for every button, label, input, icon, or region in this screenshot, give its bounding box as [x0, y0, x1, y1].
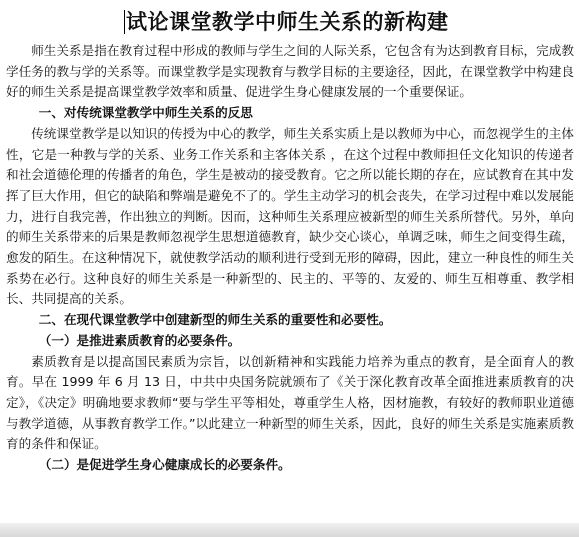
- subheading-1: （一）是推进素质教育的必要条件。: [38, 332, 241, 348]
- heading-section-2: 二、在现代课堂教学中创建新型的师生关系的重要性和必要性。: [38, 312, 392, 328]
- text-cursor: [124, 10, 125, 34]
- paragraph-traditional: 传统课堂教学是以知识的传授为中心的教学，师生关系实质上是以教师为中心，而忽视学生的主体性，它是一种教与学的关系、业务工作关系和主客体关系 ，在这个过程中教师担任文化知识的传递者和社会道德伦理的传播者的角色，学生是被动的接受教育。它之所以能长期的存在，应试教育在其中发挥了巨大作用，但它的缺陷和弊端是避免不了的。学生主动学习的机会丧失，在学习过程中难以发展能力，进行自我完善，作出独立的判断。因而，这种师生关系理应被新型的师生关系所替代。另外，单向的师生关系带来的后果是教师忽视学生思想道德教育，缺少交心谈心，单调乏味，师生之间变得生疏，愈发的陌生。在这种情况下，就使教学活动的顺利进行受到无形的障碍，因此，建立一种良性的师生关系势在必行。这种良好的师生关系是一种新型的、民主的、平等的、友爱的、师生互相尊重、教学相长、共同提高的关系。: [6, 125, 574, 307]
- subheading-2: （二）是促进学生身心健康成长的必要条件。: [38, 457, 291, 473]
- page-bottom-edge: [0, 523, 579, 537]
- paragraph-quality-education: 素质教育是以提高国民素质为宗旨，以创新精神和实践能力培养为重点的教育，是全面育人的教育。早在 1999 年 6 月 13 日，中共中央国务院就颁布了《关于深化教育改革全面推进素质教育的决定》，《决定》明确地要求教师“要与学生平等相处，尊重学生人格，因材施教，有较好的教师职业道德与教学道德，从事教育教学工作。”以此建立一种新型的师生关系，因此，良好的师生关系是实施素质教育的条件和保证。: [6, 353, 574, 452]
- heading-section-1: 一、对传统课堂教学中师生关系的反思: [38, 105, 253, 121]
- document-title: 试论课堂教学中师生关系的新构建: [126, 9, 449, 34]
- paragraph-intro: 师生关系是指在教育过程中形成的教师与学生之间的人际关系，它包含有为达到教育目标，完成教学任务的教与学的关系等。而课堂教学是实现教育与教学目标的主要途径，因此，在课堂教学中构建良好的师生关系是提高课堂教学效率和质量、促进学生身心健康发展的一个重要保证。: [6, 43, 574, 100]
- document-body: [6, 41, 574, 476]
